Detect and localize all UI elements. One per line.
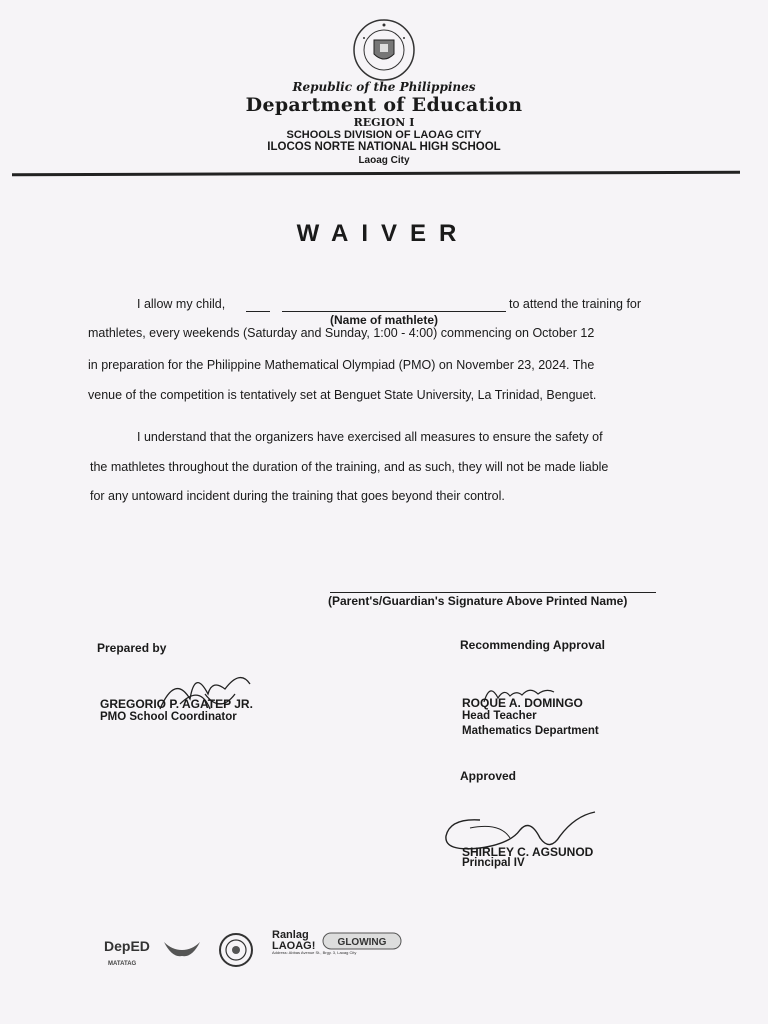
matatag-text: MATATAG bbox=[108, 961, 137, 967]
header-republic: Republic of the Philippines bbox=[292, 80, 476, 94]
prepared-by-position: PMO School Coordinator bbox=[100, 711, 237, 723]
prepared-by-name: GREGORIO P. AGATEP JR. bbox=[100, 697, 253, 711]
glowing-logo-icon bbox=[322, 932, 402, 950]
glowing-text: GLOWING bbox=[337, 937, 387, 948]
paragraph2-line3: for any untoward incident during the training that goes beyond their control. bbox=[90, 489, 505, 503]
document-title: WAIVER bbox=[296, 220, 470, 247]
paragraph1-line2: mathletes, every weekends (Saturday and Sunday, 1:00 - 4:00) commencing on October 12 bbox=[88, 326, 595, 340]
ranlag-text: Ranlag bbox=[272, 929, 309, 941]
school-seal-icon bbox=[216, 932, 256, 968]
approved-name: SHIRLEY C. AGSUNOD bbox=[462, 845, 594, 859]
address-text: Address: Abbas Avenue St., Brgy. 3, Laoag City bbox=[272, 950, 357, 955]
header-school: ILOCOS NORTE NATIONAL HIGH SCHOOL bbox=[267, 141, 501, 153]
paragraph1-start: I allow my child, bbox=[137, 297, 226, 311]
blank-line-short bbox=[246, 311, 270, 312]
header-divider bbox=[12, 171, 740, 177]
paragraph2-line2: the mathletes throughout the duration of the training, and as such, they will not be made liable bbox=[90, 460, 609, 474]
recommending-position2: Mathematics Department bbox=[462, 725, 599, 737]
ranlag-laoag-logo bbox=[272, 930, 315, 952]
recommending-name: ROQUE A. DOMINGO bbox=[462, 696, 583, 710]
header-department: Department of Education bbox=[245, 94, 523, 116]
prepared-by-label: Prepared by bbox=[97, 641, 167, 655]
paragraph1-line4: venue of the competition is tentatively set at Benguet State University, La Trinidad, Benguet. bbox=[88, 388, 597, 402]
laoag-text: LAOAG! bbox=[272, 940, 316, 952]
approved-position: Principal IV bbox=[462, 857, 525, 869]
paragraph1-end: to attend the training for bbox=[509, 297, 642, 311]
approved-label: Approved bbox=[460, 769, 517, 783]
deped-seal-icon bbox=[352, 18, 416, 82]
paragraph2-line1: I understand that the organizers have exercised all measures to ensure the safety of bbox=[137, 430, 603, 444]
name-caption: (Name of mathlete) bbox=[329, 313, 439, 327]
paragraph1-line3: in preparation for the Philippine Mathematical Olympiad (PMO) on November 23, 2024. The bbox=[88, 358, 595, 372]
recommending-approval-label: Recommending Approval bbox=[460, 638, 605, 652]
deped-logo-text: DepED bbox=[104, 938, 150, 954]
parent-signature-line bbox=[330, 592, 656, 593]
matatag-wings-icon bbox=[162, 936, 202, 962]
recommending-position1: Head Teacher bbox=[462, 710, 537, 722]
header-division: SCHOOLS DIVISION OF LAOAG CITY bbox=[286, 129, 482, 141]
mathlete-name-blank bbox=[282, 311, 506, 312]
header-region: REGION I bbox=[353, 116, 415, 129]
parent-signature-caption: (Parent's/Guardian's Signature Above Printed Name) bbox=[328, 594, 628, 608]
header-city: Laoag City bbox=[358, 155, 410, 166]
